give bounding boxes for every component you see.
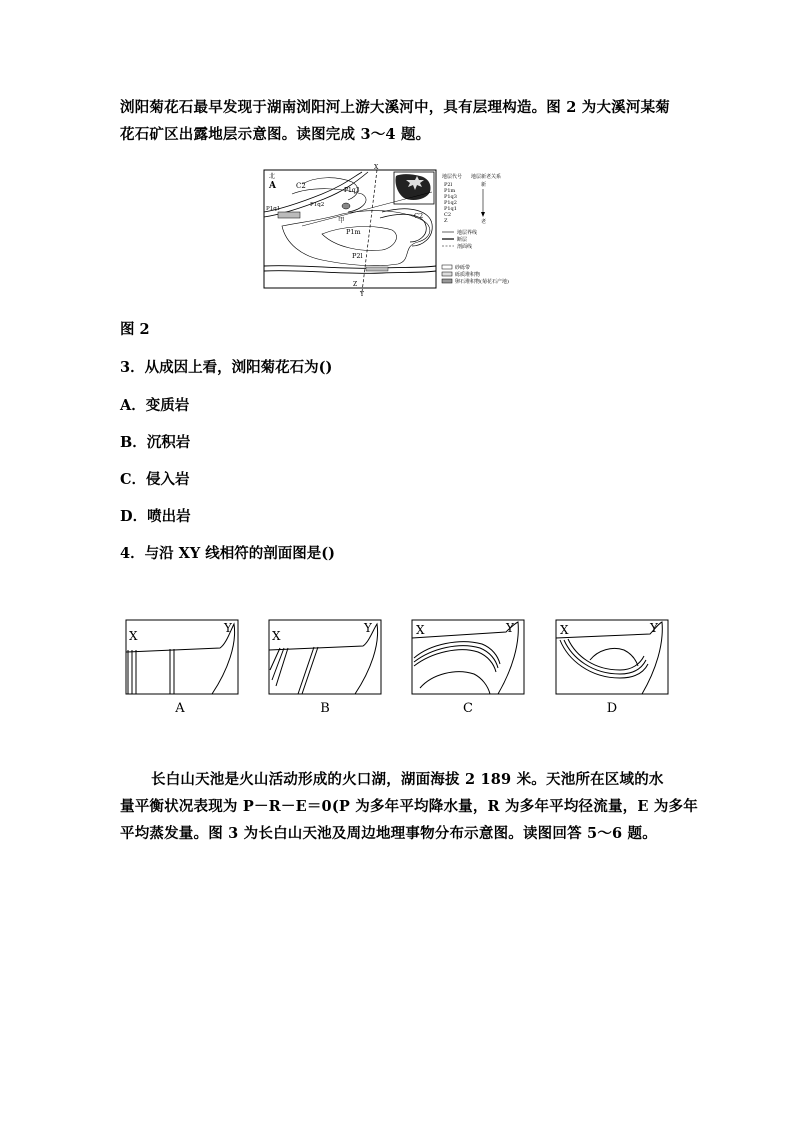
panel-d[interactable] (556, 620, 668, 716)
geologic-map-figure (262, 164, 542, 296)
legend-box-label: 砂砾带 (455, 265, 471, 271)
legend-box-pebble (442, 279, 452, 283)
panel-d-letter: D (606, 701, 618, 716)
q3-option-c[interactable]: C．侵入岩 (120, 471, 190, 488)
panel-b[interactable] (269, 620, 381, 716)
figure-caption: 图 2 (120, 321, 150, 338)
paragraph-tianchi (120, 766, 698, 847)
panel-b-x-label: X (272, 629, 281, 643)
legend-box-sand (442, 265, 452, 269)
map-y-label: Y (360, 291, 364, 296)
legend-header-code: 地层代号 (442, 174, 463, 180)
point-jia-label: 甲 (338, 216, 345, 224)
panel-a-x-label: X (129, 629, 138, 643)
tianchi-line-3: 平均蒸发量。图 3 为长白山天池及周边地理事物分布示意图。读图回答 5～6 题。 (120, 825, 657, 842)
legend-code: P1m (444, 188, 456, 194)
unit-label-p1q3: P1q3 (344, 187, 360, 194)
cross-section-panels (120, 614, 680, 716)
q3-option-d[interactable]: D．喷出岩 (120, 508, 191, 525)
panel-d-y-label: Y (650, 621, 658, 635)
panel-c-x-label: X (416, 623, 425, 637)
legend-arrow-head-icon (481, 212, 485, 217)
legend-box-label: 卵石堆积物(菊花石产地) (455, 279, 509, 285)
legend-header-age: 地层新老关系 (471, 174, 502, 180)
q3-option-a[interactable]: A．变质岩 (120, 397, 190, 414)
q3-option-b[interactable]: B．沉积岩 (120, 434, 191, 451)
legend-line-label: 地层界线 (457, 230, 478, 236)
unit-label-c2-east: C2 (414, 212, 424, 220)
question-3-stem: 3．从成因上看，浏阳菊花石为() (120, 359, 333, 376)
legend-code: C2 (444, 212, 452, 218)
unit-label-p1m: P1m (346, 228, 361, 236)
legend-line-label: 剖面线 (457, 244, 473, 250)
panel-a-y-label: Y (224, 621, 232, 635)
panel-c-y-label: Y (506, 621, 514, 635)
unit-label-p2l: P2l (352, 252, 363, 260)
legend-box-label: 砾质堆积物 (455, 272, 481, 278)
intro-line-1: 浏阳菊花石最早发现于湖南浏阳河上游大溪河中，具有层理构造。图 2 为大溪河某菊 (120, 99, 670, 116)
legend-code: P1q3 (444, 194, 457, 200)
panel-c[interactable] (412, 620, 524, 716)
map-x-label: X (374, 164, 379, 171)
pebble-deposit-patch (278, 212, 300, 218)
north-arrow-icon: A (269, 181, 276, 191)
question-4-stem: 4．与沿 XY 线相符的剖面图是() (120, 545, 336, 562)
gravel-deposit-patch (366, 267, 388, 271)
intro-line-2: 花石矿区出露地层示意图。读图完成 3～4 题。 (120, 126, 431, 143)
panel-b-y-label: Y (364, 621, 372, 635)
legend-code: P2l (444, 182, 453, 188)
legend-old-label: 老 (481, 219, 487, 225)
panel-a-letter: A (175, 701, 185, 716)
flower-stone-site (342, 203, 350, 209)
panel-a[interactable] (126, 620, 238, 716)
tianchi-line-1: 长白山天池是火山活动形成的火口湖，湖面海拔 2 189 米。天池所在区域的水 (151, 771, 664, 788)
legend-code: P1q2 (444, 200, 457, 206)
legend-new-label: 新 (481, 182, 487, 188)
tianchi-line-2: 量平衡状况表现为 P－R－E＝0(P 为多年平均降水量，R 为多年平均径流量，E 为多年 (120, 798, 698, 815)
panel-c-letter: C (463, 701, 473, 716)
legend-code: P1q1 (444, 206, 457, 212)
unit-label-z: Z (353, 281, 358, 288)
unit-label-p1q1: P1q1 (266, 206, 281, 212)
north-label: 北 (269, 173, 276, 180)
legend-line-label: 断层 (457, 237, 468, 243)
intro-paragraph (120, 94, 680, 148)
legend-box-gravel (442, 272, 452, 276)
unit-label-c2-north: C2 (296, 182, 306, 190)
panel-d-x-label: X (560, 623, 569, 637)
unit-label-p1q2: P1q2 (310, 202, 325, 208)
panel-b-letter: B (320, 701, 330, 716)
legend-code: Z (444, 218, 448, 224)
